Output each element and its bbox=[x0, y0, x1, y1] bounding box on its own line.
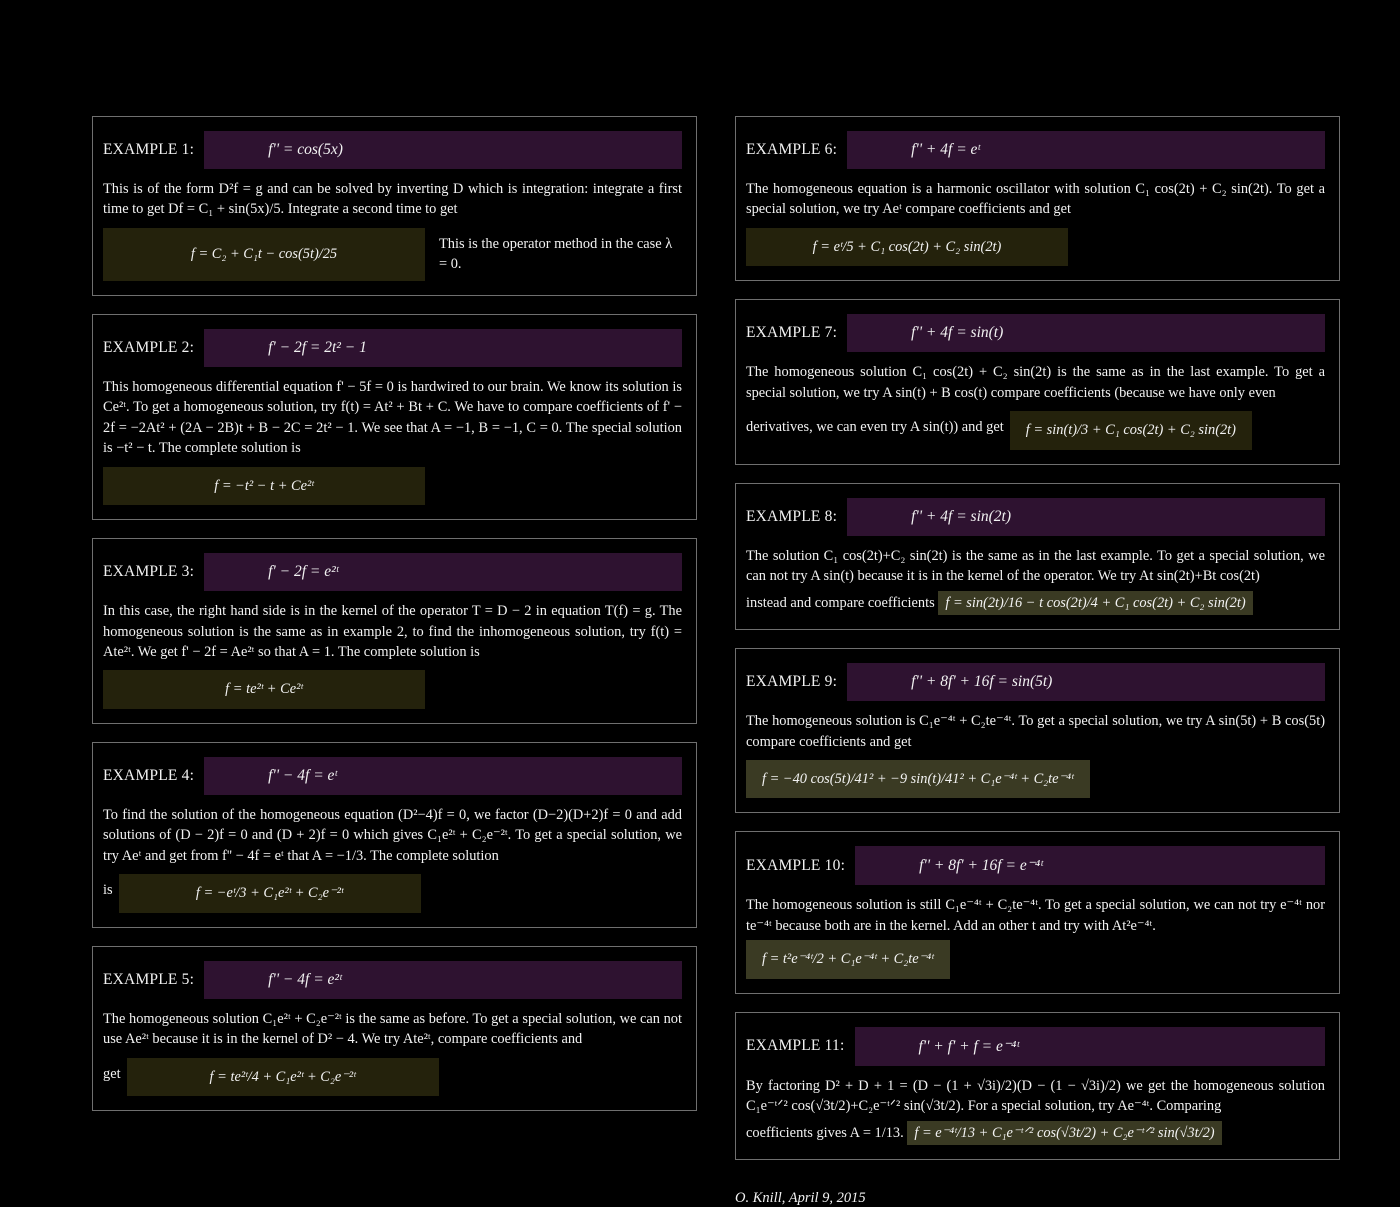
example-header-1 bbox=[103, 131, 682, 169]
example-equation-3 bbox=[204, 553, 682, 591]
example-header-9 bbox=[746, 663, 1325, 701]
solution-box-1: f = C₂ + C₁t − cos(5t)/25 bbox=[103, 228, 425, 281]
example-equation-2 bbox=[204, 329, 682, 367]
example-equation-5 bbox=[204, 961, 682, 999]
solution-note-1: This is the operator method in the case λ = 0. bbox=[439, 235, 673, 273]
example-equation-7 bbox=[847, 314, 1325, 352]
example-label-7: EXAMPLE 7: bbox=[746, 324, 838, 342]
solution-row-5 bbox=[103, 1058, 682, 1096]
example-body-6: The homogeneous equation is a harmonic oscillator with solution C₁ cos(2t) + C₂ sin(2t). To get a special solution, we try Aeᵗ compare coefficients and get bbox=[746, 181, 1325, 218]
solution-row-8 bbox=[746, 591, 1325, 615]
solution-box-9: f = −40 cos(5t)/41² + −9 sin(t)/41² + C₁e⁻⁴ᵗ + C₂te⁻⁴ᵗ bbox=[746, 760, 1090, 798]
example-body-11: By factoring D² + D + 1 = (D − (1 + √3i)/2)(D − (1 − √3i)/2) we get the homogeneous solution C₁e⁻ᵗᐟ² cos(√3t/2)+C₂e⁻ᵗᐟ² sin(√3t/2). For a special solution, try Ae⁻⁴ᵗ. Comparing bbox=[746, 1077, 1325, 1115]
example-block-1 bbox=[92, 116, 697, 296]
solution-row-4 bbox=[103, 874, 682, 912]
example-block-8 bbox=[735, 483, 1340, 630]
left-column bbox=[92, 116, 697, 1085]
example-equation-8 bbox=[847, 498, 1325, 536]
example-header-11 bbox=[746, 1027, 1325, 1066]
example-body-4: To find the solution of the homogeneous equation (D²−4)f = 0, we factor (D−2)(D+2)f = 0 and add solutions of (D − 2)f = 0 and (D + 2)f = 0 which gives C₁e²ᵗ + C₂e⁻²ᵗ. To get a special solution, we try Aeᵗ and get from f'' − 4f = eᵗ that A = −1/3. The complete solution bbox=[103, 806, 682, 864]
example-header-4 bbox=[103, 757, 682, 795]
example-label-3: EXAMPLE 3: bbox=[103, 563, 195, 581]
solution-box-5: f = te²ᵗ/4 + C₁e²ᵗ + C₂e⁻²ᵗ bbox=[127, 1058, 439, 1096]
solution-note-5 bbox=[439, 1058, 682, 1096]
example-label-8: EXAMPLE 8: bbox=[746, 507, 838, 525]
solution-prefix-4: is bbox=[103, 882, 113, 899]
example-header-8 bbox=[746, 498, 1325, 536]
solution-row-11 bbox=[746, 1121, 1325, 1145]
solution-row-10 bbox=[746, 940, 1325, 978]
solution-box-10: f = t²e⁻⁴ᵗ/2 + C₁e⁻⁴ᵗ + C₂te⁻⁴ᵗ bbox=[746, 940, 950, 978]
example-header-5 bbox=[103, 961, 682, 999]
solution-row-6 bbox=[746, 228, 1325, 266]
example-block-10 bbox=[735, 831, 1340, 993]
example-label-11: EXAMPLE 11: bbox=[746, 1037, 845, 1055]
example-body-1: This is of the form D²f = g and can be solved by inverting D which is integration: integrate a first time to get Df = C₁ + sin(5x)/5. Integrate a second time to get bbox=[103, 181, 682, 218]
solution-note-2 bbox=[425, 467, 682, 505]
solution-note-3 bbox=[425, 670, 682, 708]
equation-text-6: f'' + 4f = eᵗ bbox=[911, 141, 981, 158]
example-label-5: EXAMPLE 5: bbox=[103, 970, 195, 988]
example-header-6 bbox=[746, 131, 1325, 169]
solution-row-2 bbox=[103, 467, 682, 505]
solution-prefix-5: get bbox=[103, 1065, 121, 1082]
solution-row-3 bbox=[103, 670, 682, 708]
solution-note-6 bbox=[1068, 228, 1325, 266]
example-header-3 bbox=[103, 553, 682, 591]
example-equation-6 bbox=[847, 131, 1325, 169]
solution-box-6: f = eᵗ/5 + C₁ cos(2t) + C₂ sin(2t) bbox=[746, 228, 1068, 266]
solution-box-8: f = sin(2t)/16 − t cos(2t)/4 + C₁ cos(2t) + C₂ sin(2t) bbox=[938, 591, 1252, 615]
solution-box-2: f = −t² − t + Ce²ᵗ bbox=[103, 467, 425, 505]
example-block-5 bbox=[92, 946, 697, 1111]
solution-prefix-7: derivatives, we can even try A sin(t)) and get bbox=[746, 419, 1004, 436]
example-equation-4 bbox=[204, 757, 682, 795]
solution-box-4: f = −eᵗ/3 + C₁e²ᵗ + C₂e⁻²ᵗ bbox=[119, 874, 421, 912]
solution-prefix-8: instead and compare coefficients bbox=[746, 594, 935, 611]
example-body-5: The homogeneous solution C₁e²ᵗ + C₂e⁻²ᵗ is the same as before. To get a special solution, we can not use Ae²ᵗ because it is in the kernel of D² − 4. We try Ate²ᵗ, compare coefficients and bbox=[103, 1010, 682, 1048]
example-block-3 bbox=[92, 538, 697, 724]
equation-text-5: f'' − 4f = e²ᵗ bbox=[268, 970, 342, 988]
solution-row-1 bbox=[103, 228, 682, 281]
example-equation-9 bbox=[847, 663, 1325, 701]
example-label-9: EXAMPLE 9: bbox=[746, 673, 838, 691]
example-body-8: The solution C₁ cos(2t)+C₂ sin(2t) is the same as in the last example. To get a special solution, we can not try A sin(t) because it is in the kernel of the operator. We try At sin(2t)+Bt cos(2t) bbox=[746, 547, 1325, 585]
example-label-6: EXAMPLE 6: bbox=[746, 141, 838, 158]
right-column bbox=[735, 116, 1340, 1207]
example-block-6 bbox=[735, 116, 1340, 281]
solution-box-11: f = e⁻⁴ᵗ/13 + C₁e⁻ᵗᐟ² cos(√3t/2) + C₂e⁻ᵗᐟ² sin(√3t/2) bbox=[907, 1121, 1221, 1145]
equation-text-4: f'' − 4f = eᵗ bbox=[268, 766, 338, 784]
document-footer: O. Knill, April 9, 2015 bbox=[735, 1190, 866, 1207]
equation-text-11: f'' + f' + f = e⁻⁴ᵗ bbox=[918, 1037, 1020, 1055]
example-label-10: EXAMPLE 10: bbox=[746, 856, 846, 874]
solution-prefix-11: coefficients gives A = 1/13. bbox=[746, 1124, 904, 1141]
example-body-3: In this case, the right hand side is in the kernel of the operator T = D − 2 in equation T(f) = g. The homogeneous solution is the same as in example 2, to find the inhomogeneous solution, try f(t) = Ate²ᵗ. We get f' − 2f = Ae²ᵗ so that A = 1. The complete solution is bbox=[103, 603, 682, 660]
example-block-7 bbox=[735, 299, 1340, 464]
example-block-2 bbox=[92, 314, 697, 520]
example-body-9: The homogeneous solution is C₁e⁻⁴ᵗ + C₂te⁻⁴ᵗ. To get a special solution, we try A sin(5t) + B cos(5t) compare coefficients and get bbox=[746, 713, 1325, 750]
equation-text-3: f' − 2f = e²ᵗ bbox=[268, 563, 339, 581]
example-equation-10 bbox=[855, 846, 1325, 885]
example-equation-1 bbox=[204, 131, 682, 169]
example-header-10 bbox=[746, 846, 1325, 885]
solution-row-7 bbox=[746, 411, 1325, 449]
example-body-10: The homogeneous solution is still C₁e⁻⁴ᵗ + C₂te⁻⁴ᵗ. To get a special solution, we can not try e⁻⁴ᵗ nor te⁻⁴ᵗ because both are in the kernel. Add an other t and try with At²e⁻⁴ᵗ. bbox=[746, 897, 1325, 934]
equation-text-10: f'' + 8f' + 16f = e⁻⁴ᵗ bbox=[919, 857, 1043, 875]
solution-row-9 bbox=[746, 760, 1325, 798]
example-body-2: This homogeneous differential equation f' − 5f = 0 is hardwired to our brain. We know its solution is Ce²ᵗ. To get a homogeneous solution, try f(t) = At² + Bt + C. We have to compare coefficients of f' − 2f = −2At² + (2A − 2B)t + B − 2C = 2t² − 1. We see that A = −1, B = −1, C = 0. The special solution is −t² − t. The complete solution is bbox=[103, 378, 682, 457]
example-header-7 bbox=[746, 314, 1325, 352]
equation-text-2: f' − 2f = 2t² − 1 bbox=[268, 338, 367, 356]
example-label-4: EXAMPLE 4: bbox=[103, 766, 195, 784]
example-label-1: EXAMPLE 1: bbox=[103, 141, 195, 158]
example-label-2: EXAMPLE 2: bbox=[103, 338, 195, 356]
solution-box-7: f = sin(t)/3 + C₁ cos(2t) + C₂ sin(2t) bbox=[1010, 411, 1252, 449]
example-body-7: The homogeneous solution C₁ cos(2t) + C₂ sin(2t) is the same as in the last example. To get a special solution, we try A sin(t) + B cos(t) compare coefficients (because we have only even bbox=[746, 364, 1325, 401]
example-equation-11 bbox=[855, 1027, 1326, 1066]
example-block-9 bbox=[735, 648, 1340, 813]
solution-box-3: f = te²ᵗ + Ce²ᵗ bbox=[103, 670, 425, 708]
example-block-11 bbox=[735, 1012, 1340, 1160]
equation-text-9: f'' + 8f' + 16f = sin(5t) bbox=[911, 673, 1053, 691]
equation-text-8: f'' + 4f = sin(2t) bbox=[911, 507, 1012, 525]
example-header-2 bbox=[103, 329, 682, 367]
equation-text-7: f'' + 4f = sin(t) bbox=[911, 324, 1004, 342]
example-block-4 bbox=[92, 742, 697, 928]
equation-text-1: f'' = cos(5x) bbox=[268, 141, 343, 158]
solution-note-4 bbox=[421, 874, 682, 912]
